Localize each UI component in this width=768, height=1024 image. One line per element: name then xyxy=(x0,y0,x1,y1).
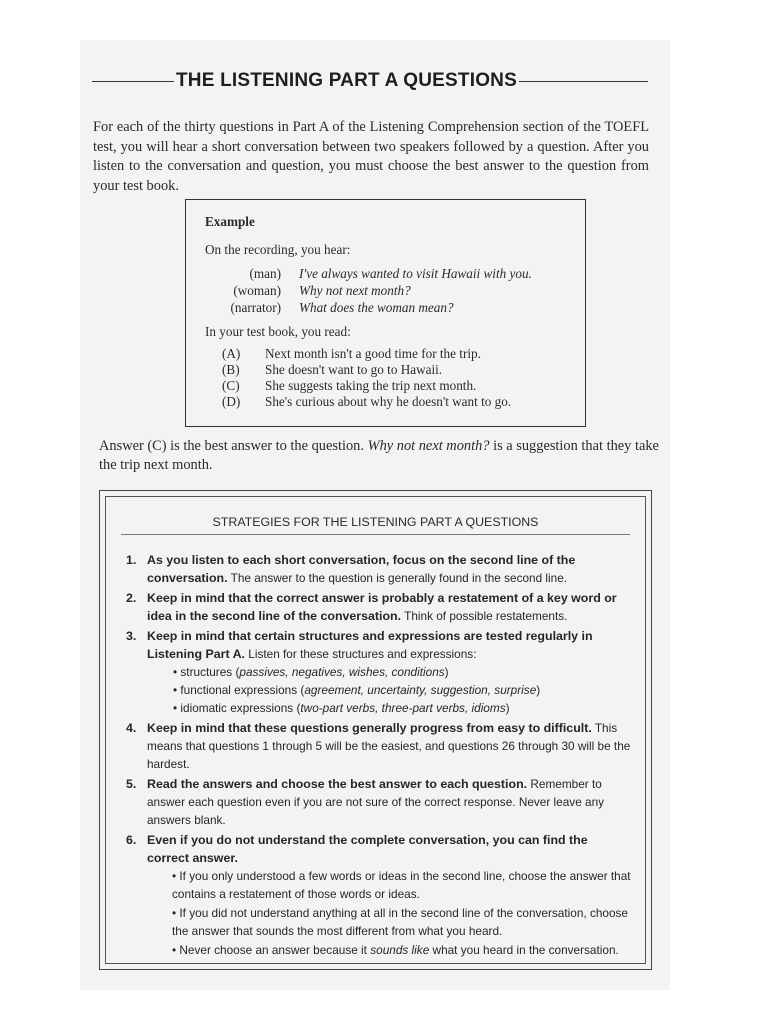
recording-label: On the recording, you hear: xyxy=(205,242,351,257)
bullet-italic: two-part verbs, three-part verbs, idioms xyxy=(300,701,506,715)
example-box xyxy=(185,199,586,427)
bullet-text: • If you did not understand anything at all in the second line of the conversation, choose the answer that sounds the most different from what you heard. xyxy=(172,906,628,938)
bullet-text: what you heard in the conversation. xyxy=(429,943,619,957)
strategy-lead: Keep in mind that these questions generally progress from easy to difficult. xyxy=(147,721,592,735)
dialog-line xyxy=(211,299,532,316)
intro-paragraph: For each of the thirty questions in Part A of the Listening Comprehension section of the TOEFL test, you will hear a short conversation between two speakers followed by a question. After you listen to the conversation and question, you must choose the best answer to the question from your test book. xyxy=(93,119,649,194)
choice-text: She doesn't want to go to Hawaii. xyxy=(265,362,443,377)
answer-choice xyxy=(222,394,511,410)
answer-explanation-quote: Why not next month? xyxy=(367,438,490,454)
strategy-item xyxy=(126,831,632,960)
bullet-text: ) xyxy=(505,701,510,715)
page-title: THE LISTENING PART A QUESTIONS xyxy=(176,70,517,91)
strategy-item xyxy=(126,775,632,829)
strategy-lead: Even if you do not understand the complete conversation, you can find the correct answer. xyxy=(147,833,588,865)
utterance: What does the woman mean? xyxy=(299,300,454,315)
utterance: I've always wanted to visit Hawaii with you. xyxy=(299,266,532,281)
dialog-line xyxy=(211,282,532,299)
strategies-title-rule xyxy=(121,534,630,535)
answer-choice xyxy=(222,362,511,378)
bullet-text: • If you only understood a few words or ideas in the second line, choose the answer that contains a restatement of those words or ideas. xyxy=(172,869,631,901)
strategy-number: 1. xyxy=(126,553,137,567)
answer-explanation-text: Answer (C) is the best answer to the question. xyxy=(99,438,368,454)
strategy-text xyxy=(147,551,632,587)
strategy-detail: Listen for these structures and expressions: xyxy=(245,647,477,661)
strategy-lead: Keep in mind that certain structures and expressions are tested regularly in Listening Part A. xyxy=(147,629,593,661)
strategies-title: STRATEGIES FOR THE LISTENING PART A QUESTIONS xyxy=(212,515,539,529)
tip-list xyxy=(147,867,632,959)
strategy-detail: The answer to the question is generally found in the second line. xyxy=(227,571,568,585)
choice-letter: (B) xyxy=(222,362,240,377)
strategy-item xyxy=(126,551,632,587)
strategies-inner-frame xyxy=(105,496,646,964)
strategy-text xyxy=(147,831,632,960)
answer-explanation-text: is a suggestion that they take the trip next month. xyxy=(99,438,659,473)
choice-text: She suggests taking the trip next month. xyxy=(265,378,477,393)
title-rule-left xyxy=(92,81,174,82)
strategy-number: 6. xyxy=(126,833,137,847)
bullet-text: • idiomatic expressions ( xyxy=(173,701,301,715)
strategy-lead: As you listen to each short conversation, focus on the second line of the conversation. xyxy=(147,553,576,585)
answer-explanation xyxy=(99,437,659,475)
strategies-box xyxy=(99,490,652,970)
answer-choice xyxy=(222,378,511,394)
test-book-label: In your test book, you read: xyxy=(205,324,351,339)
strategy-detail: Remember to answer each question even if you are not sure of the correct response. Never leave any answers blank. xyxy=(147,777,605,827)
bullet-text: ) xyxy=(444,665,449,679)
choice-text: She's curious about why he doesn't want to go. xyxy=(265,394,512,409)
strategy-item xyxy=(126,627,632,717)
section-title-row xyxy=(92,66,648,96)
bullet-text: • structures ( xyxy=(173,665,240,679)
strategy-text xyxy=(147,589,632,625)
expression-list xyxy=(147,663,632,717)
strategy-item xyxy=(126,719,632,773)
expression-bullet xyxy=(173,681,632,699)
bullet-italic: agreement, uncertainty, suggestion, surprise xyxy=(304,683,537,697)
choice-letter: (C) xyxy=(222,378,240,393)
strategy-lead: Keep in mind that the correct answer is probably a restatement of a key word or idea in the second line of the conversation. xyxy=(147,591,617,623)
strategy-number: 5. xyxy=(126,777,137,791)
answer-choice xyxy=(222,346,511,362)
strategy-text xyxy=(147,627,632,717)
choice-letter: (D) xyxy=(222,394,241,409)
dialog-line xyxy=(211,265,532,282)
strategies-list xyxy=(126,551,632,962)
dialog xyxy=(211,265,532,316)
expression-bullet xyxy=(173,699,632,717)
bullet-text: • Never choose an answer because it xyxy=(172,943,371,957)
strategy-detail: This means that questions 1 through 5 will be the easiest, and questions 26 through 30 will be the hardest. xyxy=(147,721,631,771)
tip-bullet xyxy=(172,904,632,940)
example-heading: Example xyxy=(205,214,255,229)
bullet-italic: sounds like xyxy=(370,943,430,957)
speaker-label: (narrator) xyxy=(230,300,281,315)
tip-bullet xyxy=(172,941,632,959)
strategy-lead: Read the answers and choose the best answer to each question. xyxy=(147,777,528,791)
bullet-italic: passives, negatives, wishes, conditions xyxy=(239,665,445,679)
strategy-detail: Think of possible restatements. xyxy=(401,609,568,623)
strategy-number: 3. xyxy=(126,629,137,643)
choice-letter: (A) xyxy=(222,346,241,361)
bullet-text: ) xyxy=(536,683,541,697)
answer-choices xyxy=(222,346,511,410)
speaker-label: (man) xyxy=(249,266,281,281)
strategy-text xyxy=(147,775,632,829)
expression-bullet xyxy=(173,663,632,681)
strategy-text xyxy=(147,719,632,773)
strategy-number: 4. xyxy=(126,721,137,735)
choice-text: Next month isn't a good time for the trip. xyxy=(265,346,481,361)
strategy-number: 2. xyxy=(126,591,137,605)
title-rule-right xyxy=(519,81,648,82)
speaker-label: (woman) xyxy=(233,283,281,298)
tip-bullet xyxy=(172,867,632,903)
bullet-text: • functional expressions ( xyxy=(173,683,305,697)
utterance: Why not next month? xyxy=(299,283,411,298)
strategy-item xyxy=(126,589,632,625)
